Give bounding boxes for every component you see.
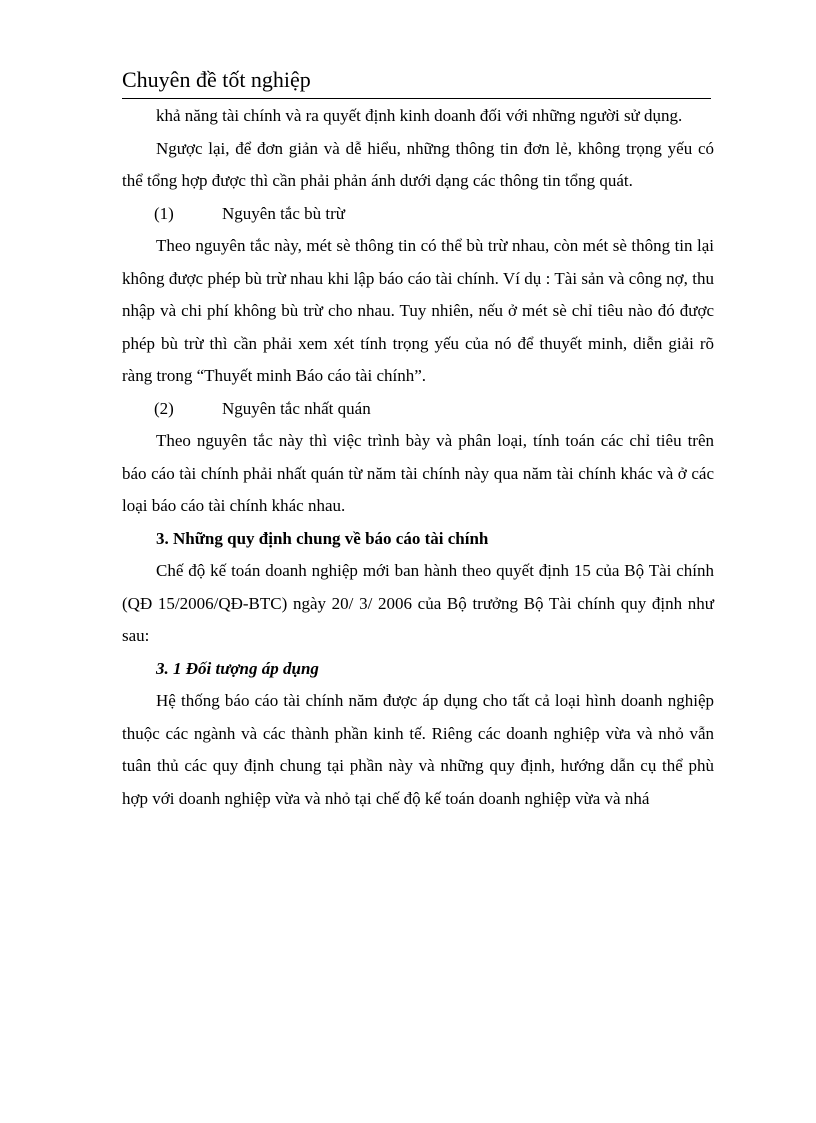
paragraph-4: Theo nguyên tắc này thì việc trình bày và phân loại, tính toán các chỉ tiêu trên báo cáo tài chính phải nhất quán từ năm tài chính này qua năm tài chính khác và ở các loại báo cáo tài chính khác nhau.: [122, 431, 714, 515]
principle-2-heading: [122, 393, 714, 426]
section-3-1-heading: 3. 1 Đối tượng áp dụng: [156, 658, 319, 678]
principle-1-title: Nguyên tắc bù trừ: [222, 203, 345, 223]
section-3-heading: 3. Những quy định chung về báo cáo tài chính: [156, 528, 489, 548]
principle-1-number: (1): [154, 203, 174, 223]
paragraph-2: Ngược lại, để đơn giản và dễ hiểu, những thông tin đơn lẻ, không trọng yếu có thể tổng hợp được thì cần phải phản ánh dưới dạng các thông tin tổng quát.: [122, 138, 714, 190]
paragraph-1: khả năng tài chính và ra quyết định kinh doanh đối với những người sử dụng.: [156, 106, 683, 125]
principle-2-title: Nguyên tắc nhất quán: [222, 398, 371, 418]
document-body: [122, 100, 714, 815]
page-header-title: Chuyên đề tốt nghiệp: [122, 67, 311, 92]
paragraph-3: Theo nguyên tắc này, mét sè thông tin có thể bù trừ nhau, còn mét sè thông tin lại không được phép bù trừ nhau khi lập báo cáo tài chính. Ví dụ : Tài sản và công nợ, thu nhập và chi phí không bù trừ cho nhau. Tuy nhiên, nếu ở mét sè chỉ tiêu nào đó được phép bù trừ thì cần phải xem xét tính trọng yếu của nó để thuyết minh, diễn giải rõ ràng trong “Thuyết minh Báo cáo tài chính”.: [122, 236, 714, 385]
paragraph-6: Hệ thống báo cáo tài chính năm được áp dụng cho tất cả loại hình doanh nghiệp thuộc các ngành và các thành phần kinh tế. Riêng các doanh nghiệp vừa và nhỏ vẫn tuân thủ các quy định chung tại phần này và những quy định, hướng dẫn cụ thể phù hợp với doanh nghiệp vừa và nhỏ tại chế độ kế toán doanh nghiệp vừa và nhá: [122, 691, 714, 808]
principle-1-heading: [122, 198, 714, 231]
header-divider: [122, 98, 711, 99]
principle-2-number: (2): [154, 398, 174, 418]
paragraph-5: Chế độ kế toán doanh nghiệp mới ban hành theo quyết định 15 của Bộ Tài chính (QĐ 15/2006/QĐ-BTC) ngày 20/ 3/ 2006 của Bộ trưởng Bộ Tài chính quy định như sau:: [122, 561, 714, 645]
